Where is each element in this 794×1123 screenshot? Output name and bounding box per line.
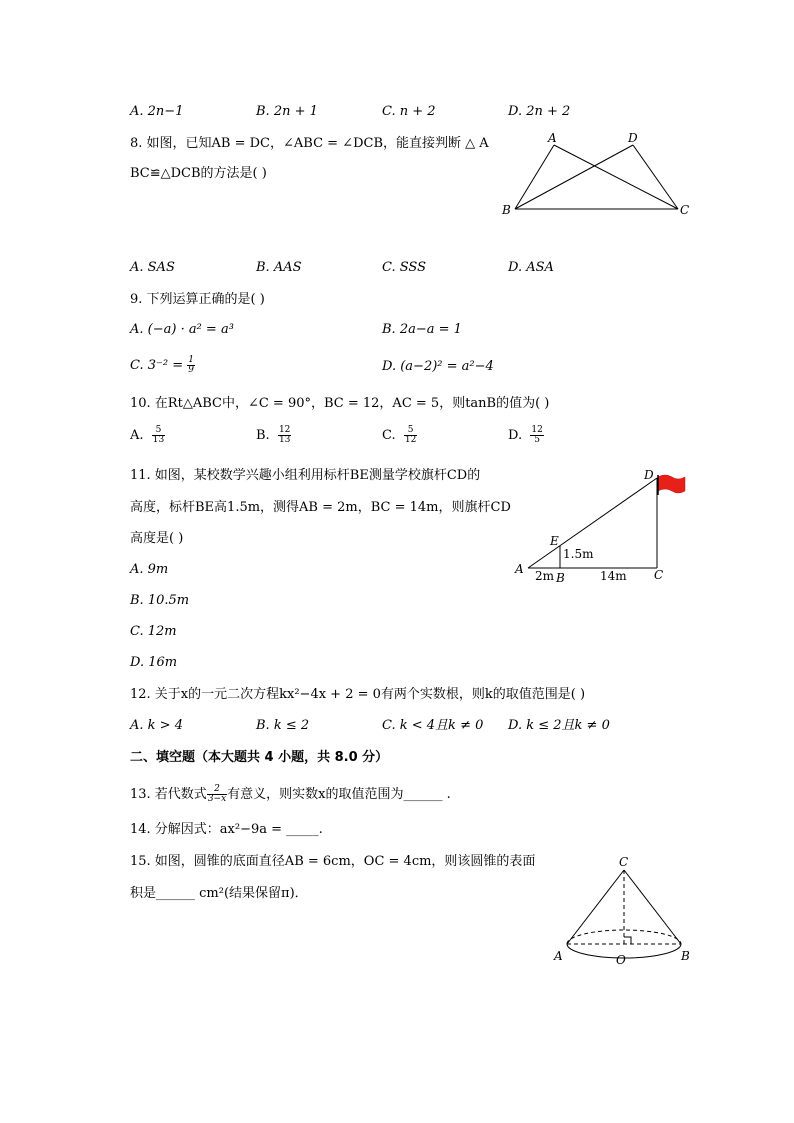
q8-option-c: C. SSS xyxy=(382,260,427,275)
q8-label-a: A xyxy=(548,131,557,145)
q12-stem: 12. 关于x的一元二次方程kx²−4x + 2 = 0有两个实数根，则k的取值范围是( ) xyxy=(130,687,586,702)
q11-label-e: E xyxy=(550,534,559,548)
q10-option-a: A. $\frac{5}{13}$ xyxy=(130,425,165,445)
q9-option-b: B. 2a−a = 1 xyxy=(382,322,462,337)
q8-option-b: B. AAS xyxy=(256,260,302,275)
q12-option-d: D. k ≤ 2且k ≠ 0 xyxy=(508,718,610,733)
q12-option-a: A. k > 4 xyxy=(130,718,183,733)
q11-label-ab: 2m xyxy=(535,569,555,583)
section-2-title: 二、填空题（本大题共 4 小题，共 8.0 分） xyxy=(130,750,389,765)
q10-option-d: D. $\frac{12}{5}$ xyxy=(508,425,543,445)
q8-stem-line1: 8. 如图，已知AB = DC，∠ABC = ∠DCB，能直接判断 △ A xyxy=(130,136,489,151)
q8-figure xyxy=(500,130,700,225)
q8-option-d: D. ASA xyxy=(508,260,554,275)
q9-stem: 9. 下列运算正确的是( ) xyxy=(130,292,265,307)
q15-line-ca xyxy=(567,870,624,944)
q11-label-d: D xyxy=(644,468,654,482)
q15-cone-figure xyxy=(550,852,700,972)
right-angle-mark xyxy=(624,937,631,944)
q11-stem-line1: 11. 如图，某校数学兴趣小组利用标杆BE测量学校旗杆CD的 xyxy=(130,468,481,483)
q15-line-cb xyxy=(624,870,681,944)
q12-option-c: C. k < 4且k ≠ 0 xyxy=(382,718,484,733)
q8-label-b: B xyxy=(502,203,511,217)
q7-option-b: B. 2n + 1 xyxy=(256,104,318,119)
q7-option-d: D. 2n + 2 xyxy=(508,104,571,119)
q11-option-d: D. 16m xyxy=(130,655,178,670)
q7-option-a: A. 2n−1 xyxy=(130,104,184,119)
q9-option-a: A. (−a) · a² = a³ xyxy=(130,322,234,337)
q10-stem: 10. 在Rt△ABC中，∠C = 90°，BC = 12，AC = 5，则tanB的值为( ) xyxy=(130,396,550,411)
q11-label-c: C xyxy=(654,568,664,582)
q10-option-b: B. $\frac{12}{13}$ xyxy=(256,425,291,445)
q11-label-be: 1.5m xyxy=(563,547,594,561)
q15-label-o: O xyxy=(616,953,626,967)
q9-option-c: C. 3⁻² = $\frac{1}{9}$ xyxy=(130,355,194,375)
q8-label-d: D xyxy=(628,131,638,145)
q9-option-d: D. (a−2)² = a²−4 xyxy=(382,359,494,374)
q15-label-c: C xyxy=(619,855,629,869)
q11-option-a: A. 9m xyxy=(130,562,169,577)
q11-option-c: C. 12m xyxy=(130,624,177,639)
q12-option-b: B. k ≤ 2 xyxy=(256,718,310,733)
q13-stem: 13. 若代数式 $\frac{2}{3-x}$ 有意义，则实数x的取值范围为______ . xyxy=(130,784,451,804)
flag-icon xyxy=(658,475,685,493)
q11-figure xyxy=(510,465,700,590)
q14-stem: 14. 分解因式：ax²−9a = _____. xyxy=(130,822,323,837)
q11-label-b: B xyxy=(556,571,565,585)
q8-stem-line2: BC≌△DCB的方法是( ) xyxy=(130,166,267,181)
q15-label-a: A xyxy=(554,949,563,963)
q11-option-b: B. 10.5m xyxy=(130,593,190,608)
q10-option-c: C. $\frac{5}{12}$ xyxy=(382,425,417,445)
q8-line-ab xyxy=(515,145,554,209)
q15-stem-line2: 积是______ cm²(结果保留π)． xyxy=(130,886,308,901)
q8-option-a: A. SAS xyxy=(130,260,175,275)
q7-option-c: C. n + 2 xyxy=(382,104,436,119)
q11-label-a: A xyxy=(515,562,524,576)
q15-stem-line1: 15. 如图，圆锥的底面直径AB = 6cm，OC = 4cm，则该圆锥的表面 xyxy=(130,854,536,869)
q8-line-dc xyxy=(633,145,678,209)
q11-label-bc: 14m xyxy=(600,569,627,583)
q11-stem-line3: 高度是( ) xyxy=(130,531,184,546)
q8-label-c: C xyxy=(680,203,690,217)
q11-stem-line2: 高度，标杆BE高1.5m，测得AB = 2m，BC = 14m，则旗杆CD xyxy=(130,500,511,515)
q15-label-b: B xyxy=(681,949,690,963)
